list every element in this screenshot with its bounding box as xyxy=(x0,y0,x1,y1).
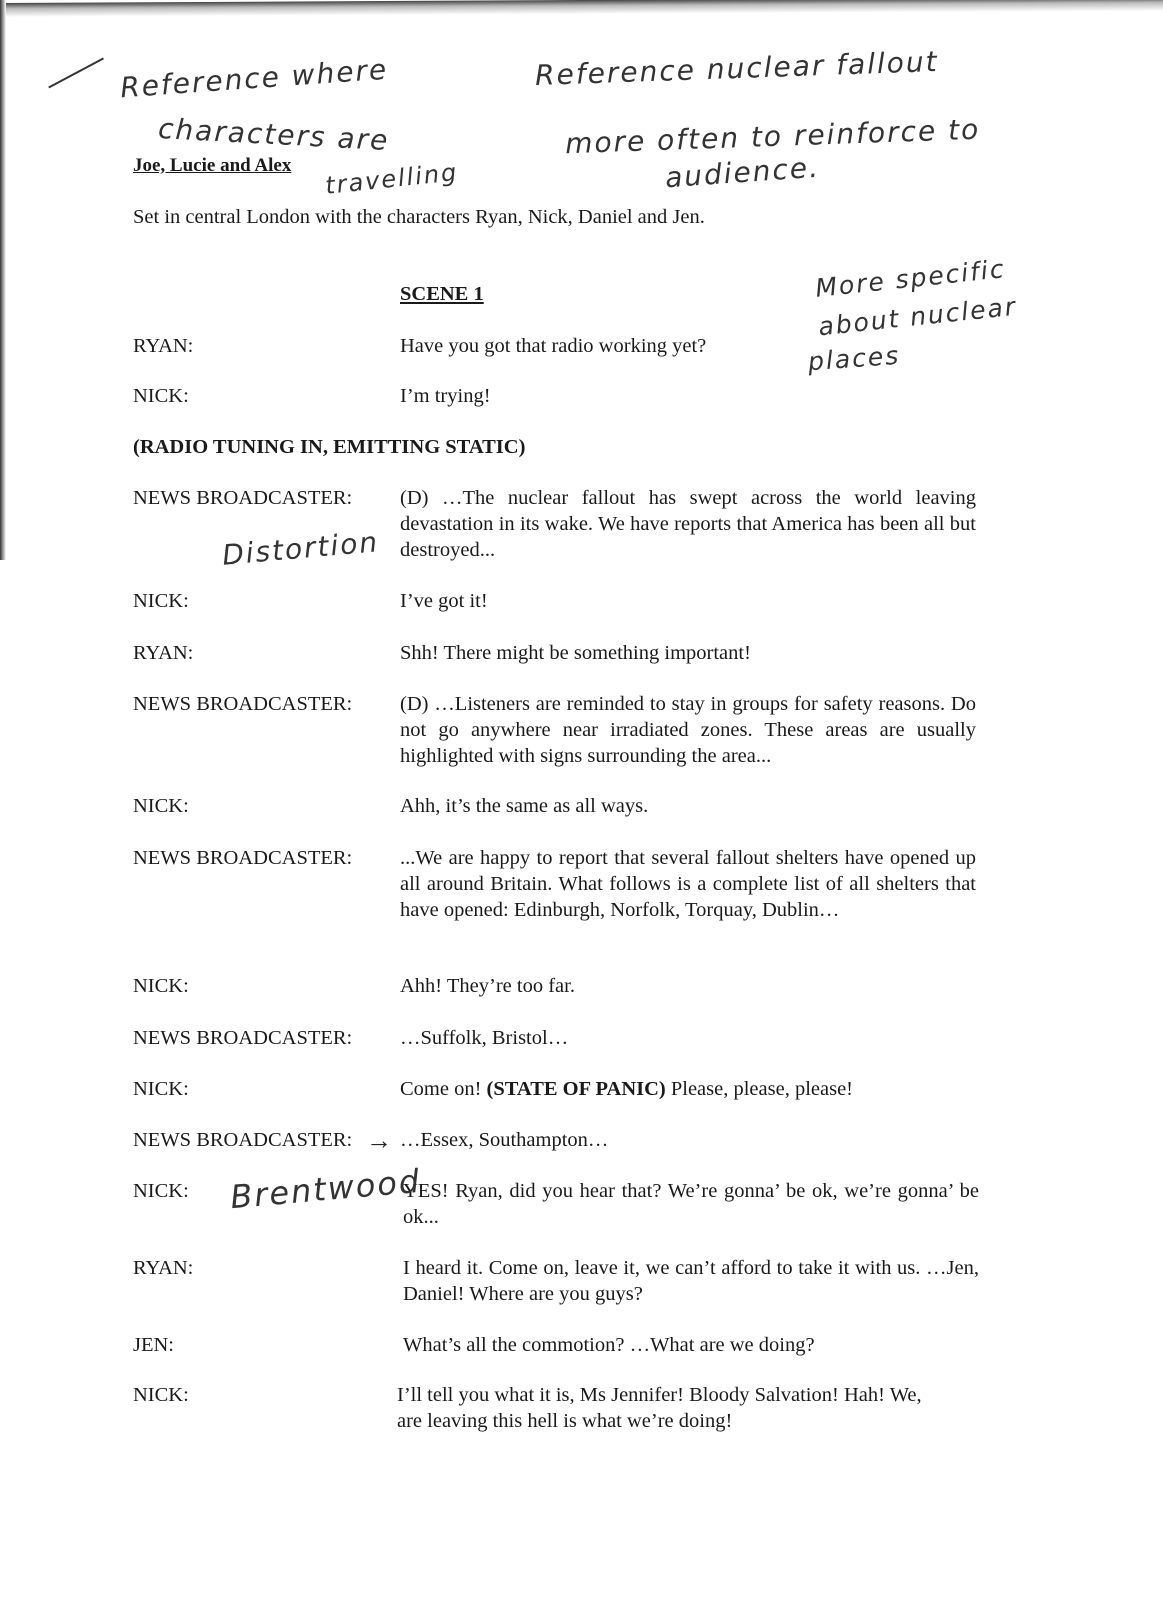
dialogue-line xyxy=(400,1076,976,1102)
dialogue-line xyxy=(400,793,976,819)
handwritten-note: audience. xyxy=(664,150,821,195)
dialogue-text: Please, please, please! xyxy=(665,1078,853,1100)
speaker-name: NICK: xyxy=(133,385,189,407)
dialogue-line xyxy=(400,485,976,563)
stage-direction: (RADIO TUNING IN, EMITTING STATIC) xyxy=(133,436,526,458)
dialogue-text: Come on! xyxy=(400,1078,487,1100)
dialogue-line xyxy=(400,383,976,409)
speaker-name: NEWS BROADCASTER: xyxy=(133,487,353,509)
dialogue-text: Shh! There might be something important! xyxy=(400,642,751,664)
dialogue-line xyxy=(400,1025,976,1051)
handwritten-note: about nuclear xyxy=(816,291,1019,342)
speaker-name: JEN: xyxy=(133,1334,174,1356)
dialogue-line xyxy=(400,845,976,923)
speaker-name: RYAN: xyxy=(133,1257,194,1279)
dialogue-line xyxy=(400,973,976,999)
handwritten-note: more often to reinforce to xyxy=(564,112,981,161)
dialogue-line xyxy=(403,1255,979,1307)
dialogue-text: I’ll tell you what it is, Ms Jennifer! Bloody Salvation! Hah! We, are leaving this hell is what we’re doing! xyxy=(397,1384,922,1432)
dialogue-text: Ahh! They’re too far. xyxy=(400,975,575,997)
speaker-name: NICK: xyxy=(133,1078,189,1100)
dialogue-line xyxy=(403,1332,979,1358)
dialogue-text: …Suffolk, Bristol… xyxy=(400,1027,569,1049)
scan-page-edge xyxy=(0,0,1163,17)
dialogue-text: (D) …Listeners are reminded to stay in groups for safety reasons. Do not go anywhere near irradiated zones. These areas are usually highlighted with signs surrounding the area... xyxy=(400,693,976,767)
dialogue-text: What’s all the commotion? …What are we doing? xyxy=(403,1334,815,1356)
handwritten-note: travelling xyxy=(323,158,460,200)
handwritten-arrow-icon: → xyxy=(366,1126,392,1155)
dialogue-text: ...We are happy to report that several fallout shelters have opened up all around Britain. What follows is a complete list of all shelters that have opened: Edinburgh, Norfolk, Torquay, Dublin… xyxy=(400,847,976,921)
dialogue-text: (D) …The nuclear fallout has swept across the world leaving devastation in its wake. We have reports that America has been all but destroyed... xyxy=(400,487,976,561)
speaker-name: RYAN: xyxy=(133,642,194,664)
speaker-name: NICK: xyxy=(133,590,189,612)
dialogue-text: I’m trying! xyxy=(400,385,491,407)
dialogue-text: YES! Ryan, did you hear that? We’re gonna’ be ok, we’re gonna’ be ok... xyxy=(403,1180,979,1228)
handwritten-tick-mark xyxy=(48,58,103,88)
dialogue-text: Have you got that radio working yet? xyxy=(400,335,707,357)
dialogue-line xyxy=(400,640,976,666)
dialogue-line xyxy=(403,1178,979,1230)
handwritten-note: Reference where xyxy=(119,52,390,105)
dialogue-line xyxy=(400,1127,976,1153)
dialogue-text: I’ve got it! xyxy=(400,590,488,612)
speaker-name: NEWS BROADCASTER: xyxy=(133,1027,353,1049)
handwritten-note: places xyxy=(807,340,902,377)
speaker-name: NICK: xyxy=(133,975,189,997)
handwritten-note: characters are xyxy=(157,111,391,158)
scan-page-edge-left xyxy=(0,0,6,560)
handwritten-note: Reference nuclear fallout xyxy=(534,44,940,93)
scene-heading: SCENE 1 xyxy=(400,283,484,305)
speaker-name: NICK: xyxy=(133,1384,189,1406)
dialogue-text: …Essex, Southampton… xyxy=(400,1129,609,1151)
speaker-name: NEWS BROADCASTER: xyxy=(133,693,353,715)
speaker-name: NEWS BROADCASTER: xyxy=(133,1129,353,1151)
handwritten-note: More specific xyxy=(813,254,1007,303)
speaker-name: NEWS BROADCASTER: xyxy=(133,847,353,869)
dialogue-text: Ahh, it’s the same as all ways. xyxy=(400,795,649,817)
dialogue-line xyxy=(397,1382,937,1434)
speaker-name: RYAN: xyxy=(133,335,194,357)
speaker-name: NICK: xyxy=(133,1180,189,1202)
dialogue-text: I heard it. Come on, leave it, we can’t afford to take it with us. …Jen, Daniel! Where are you guys? xyxy=(403,1257,979,1305)
dialogue-line xyxy=(400,691,976,769)
speaker-name: NICK: xyxy=(133,795,189,817)
dialogue-text: (STATE OF PANIC) xyxy=(486,1078,666,1100)
handwritten-note: Distortion xyxy=(220,525,381,572)
document-title: Joe, Lucie and Alex xyxy=(133,155,292,176)
handwritten-note: Brentwood xyxy=(228,1161,423,1217)
dialogue-line xyxy=(400,588,976,614)
setting-text: Set in central London with the characters Ryan, Nick, Daniel and Jen. xyxy=(133,206,705,228)
